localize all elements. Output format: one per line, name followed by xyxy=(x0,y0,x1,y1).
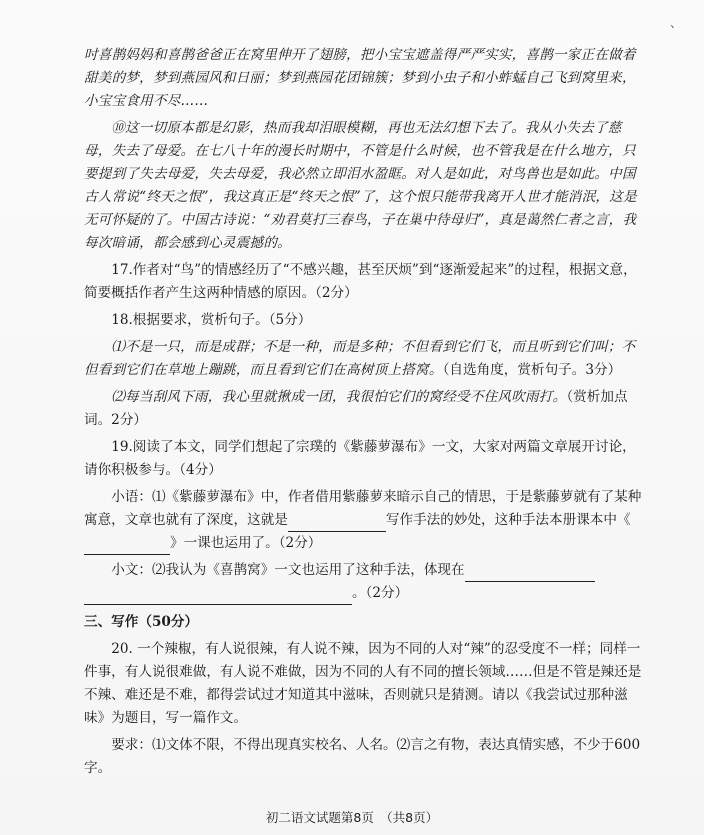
corner-mark: 、 xyxy=(670,16,683,30)
q19-xiaoyu-part-a: 小语：⑴《紫藤萝瀑布》中，作者借用紫藤萝来暗示自己的情思，于是紫藤萝就有了某种寓意，文章也就有了深度，这就是 xyxy=(84,489,642,528)
q19-xiaoyu-part-c: 》一课也运用了。（2分） xyxy=(170,535,322,551)
question-18-2 xyxy=(84,386,644,432)
question-17: 17.作者对“鸟”的情感经历了“不感兴趣，甚至厌烦”到“逐渐爱起来”的过程，根据文意，简要概括作者产生这两种情感的原因。（2分） xyxy=(84,262,637,301)
q18-2-sentence: ⑵每当刮风下雨，我心里就揪成一团，我很怕它们的窝经受不住风吹雨打。 xyxy=(111,389,567,405)
answer-blank-technique[interactable] xyxy=(288,515,386,532)
question-20-requirements: 要求：⑴文体不限，不得出现真实校名、人名。⑵言之有物，表达真情实感，不少于600字。 xyxy=(84,737,641,776)
continued-paragraph: 吋喜鹊妈妈和喜鹊爸爸正在窝里伸开了翅膀，把小宝宝遮盖得严严实实，喜鹊一家正在做着甜美的梦，梦到燕园风和日丽；梦到燕园花团锦簇；梦到小虫子和小蚱蜢自己飞到窝里来，小宝宝食用不尽…… xyxy=(84,47,636,109)
page-footer: 初二语文试题第8页 （共8页） xyxy=(265,810,439,825)
question-19-xiaoyu xyxy=(84,486,644,555)
section-writing-title: 三、写作（50分） xyxy=(84,614,199,630)
question-19: 19.阅读了本文，同学们想起了宗璞的《紫藤萝瀑布》一文，大家对两篇文章展开讨论，请你积极参与。（4分） xyxy=(84,439,636,478)
answer-blank-embodiment-2[interactable] xyxy=(84,588,352,605)
question-18-title: 18.根据要求，赏析句子。（5分） xyxy=(111,312,312,328)
q19-xiaoyu-part-b: 写作手法的妙处，这种手法本册课本中《 xyxy=(385,512,631,528)
page-content xyxy=(84,44,644,784)
q18-1-requirement: （自选角度，赏析句子。3分） xyxy=(442,362,622,378)
question-19-xiaowen xyxy=(84,559,644,605)
q19-xiaowen-part-b: 。（2分） xyxy=(352,585,409,601)
answer-blank-lesson[interactable] xyxy=(84,538,170,555)
paragraph-10: ⑩这一切原本都是幻影，热而我却泪眼模糊，再也无法幻想下去了。我从小失去了慈母，失去了母爱。在七八十年的漫长时期中，不管是什么时候，也不管我是在什么地方，只要提到了失去母爱，失去母爱，我必然立即泪水盈眶。对人是如此，对鸟兽也是如此。中国古人常说“终天之恨”，我这真正是“终天之恨”了，这个恨只能带我离开人世才能消泯，这是无可怀疑的了。中国古诗说：“劝君莫打三春鸟，子在巢中待母归”，真是蔼然仁者之言，我每次暗诵，都会感到心灵震撼的。 xyxy=(84,120,637,251)
question-18-1 xyxy=(84,336,644,382)
answer-blank-embodiment-1[interactable] xyxy=(465,565,595,582)
q18-1-sentence: ⑴不是一只，而是成群；不是一种，而是多种；不但看到它们飞，而且听到它们叫；不但看到它们在草地上蹦跳，而且看到它们在高树顶上搭窝。 xyxy=(84,339,636,378)
question-20: 20. 一个辣椒，有人说很辣，有人说不辣，因为不同的人对“辣”的忍受度不一样；同样一件事，有人说很难做，有人说不难做，因为不同的人有不同的擅长领域……但是不管是辣还是不辣、难还是不难，都得尝试过才知道其中滋味，否则就只是猜测。请以《我尝试过那种滋味》为题目，写一篇作文。 xyxy=(84,641,642,726)
q18-2-requirement: （赏析加点词。2分） xyxy=(84,389,628,428)
q19-xiaowen-part-a: 小文：⑵我认为《喜鹊窝》一文也运用了这种手法，体现在 xyxy=(111,562,465,578)
